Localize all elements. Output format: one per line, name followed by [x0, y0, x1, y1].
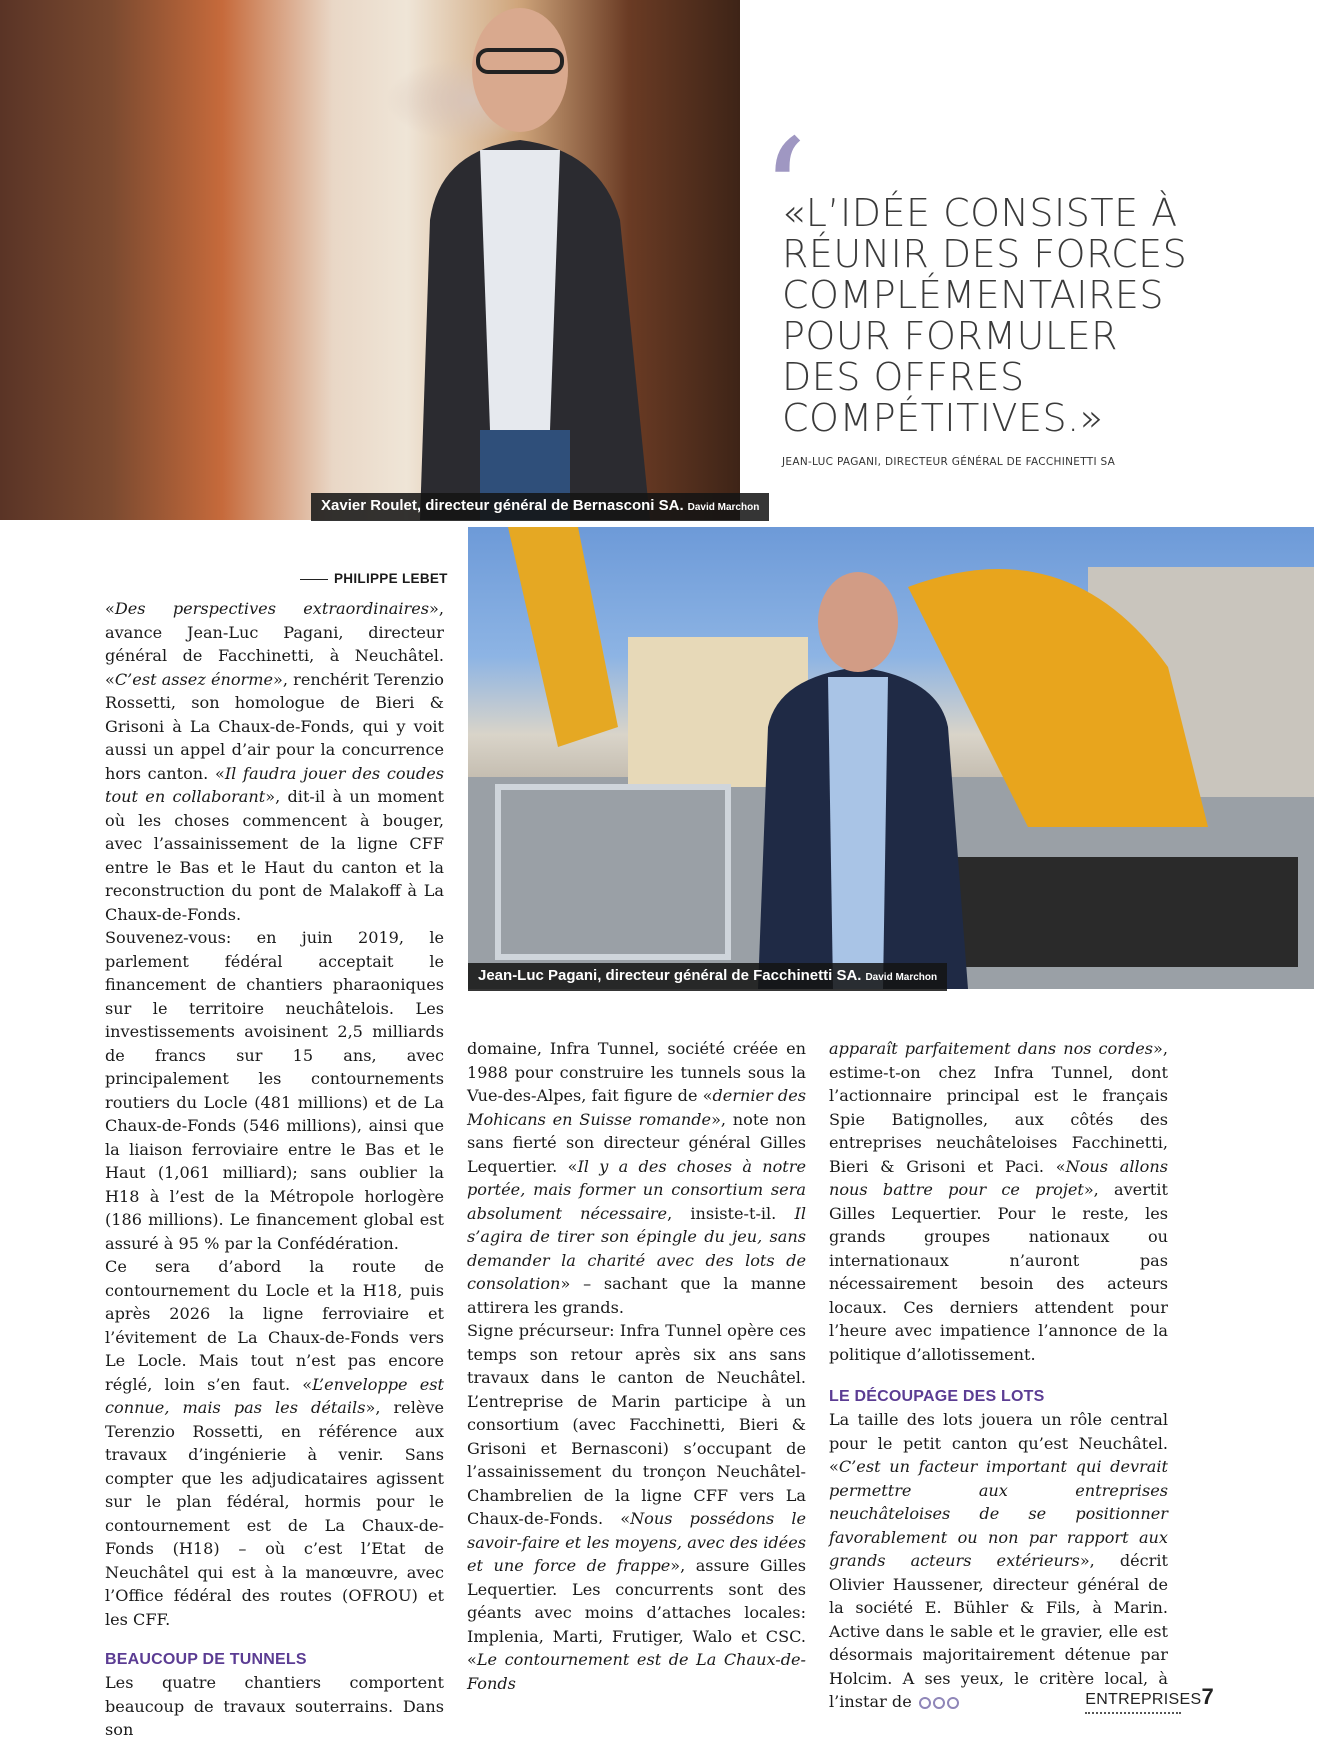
- subhead-lots: LE DÉCOUPAGE DES LOTS: [829, 1388, 1045, 1405]
- paragraph: Souvenez-vous: en juin 2019, le parlement fédéral acceptait le financement de chantiers pharaoniques sur le territoire neuchâtelois. Les investissements avoisinent 2,5 milliards de francs sur 15 ans, avec principalement les contournements routiers du Locle (481 millions) et de La Chaux-de-Fonds (546 millions), ainsi que la liaison ferroviaire entre le Bas et le Haut (1,061 milliard); sans oublier la H18 à l’est de la Métropole horlogère (186 millions). Le financement global est assuré à 95 % par la Confédération.: [105, 928, 444, 1253]
- pull-quote-line: COMPÉTITIVES.»: [782, 396, 1104, 440]
- photo2-caption: [468, 963, 947, 991]
- byline: [300, 571, 448, 586]
- photo-jean-luc-pagani: [468, 527, 1314, 989]
- paragraph: La taille des lots jouera un rôle central pour le petit canton qu’est Neuchâtel. «C’est un facteur important qui devrait permettre aux entreprises neuchâteloises de se positionner favorablement ou non par rapport aux grands acteurs extérieurs», décrit Olivier Haussener, directeur général de la société E. Bühler & Fils, à Marin. Active dans le sable et le gravier, elle est désormais majoritairement détenue par Holcim. A ses yeux, le critère local, à l’instar de: [829, 1410, 1168, 1711]
- page-number: 7: [1201, 1684, 1214, 1709]
- continue-icon: [919, 1697, 931, 1709]
- photo2-caption-text: Jean-Luc Pagani, directeur général de Facchinetti SA.: [478, 967, 862, 984]
- page-footer: [1085, 1684, 1214, 1714]
- person-figure: [360, 0, 690, 520]
- article-column-2: [467, 1037, 806, 1695]
- pull-quote-source: JEAN-LUC PAGANI, DIRECTEUR GÉNÉRAL DE FACCHINETTI SA: [782, 456, 1116, 468]
- photo1-caption-text: Xavier Roulet, directeur général de Bernasconi SA.: [321, 497, 684, 514]
- pull-quote-line: RÉUNIR DES FORCES: [782, 232, 1188, 276]
- paragraph: Les quatre chantiers comportent beaucoup de travaux souterrains. Dans son: [105, 1673, 444, 1739]
- footer-rule: [1085, 1708, 1181, 1714]
- continue-icon: [933, 1697, 945, 1709]
- author-name: PHILIPPE LEBET: [334, 571, 448, 586]
- article-column-3: [829, 1037, 1168, 1714]
- pull-quote-line: POUR FORMULER: [782, 314, 1118, 358]
- paragraph: Ce sera d’abord la route de contournement du Locle et la H18, puis après 2026 la ligne ferroviaire et l’évitement de La Chaux-de-Fonds vers Le Locle. Mais tout n’est pas encore réglé, loin s’en faut. «L’enveloppe est connue, mais pas les détails», relève Terenzio Rossetti, en référence aux travaux d’ingénierie à venir. Sans compter que les adjudicataires agissent sur le plan fédéral, hormis pour le contournement est de La Chaux-de-Fonds (H18) – où c’est l’Etat de Neuchâtel qui est à la manœuvre, avec l’Office fédéral des routes (OFROU) et les CFF.: [105, 1257, 445, 1629]
- subhead-tunnels: BEAUCOUP DE TUNNELS: [105, 1651, 307, 1668]
- photo1-credit: David Marchon: [687, 502, 760, 513]
- paragraph: Signe précurseur: Infra Tunnel opère ces temps son retour après six ans sans travaux dans le canton de Neuchâtel. L’entreprise de Marin participe à un consortium (avec Facchinetti, Bieri & Grisoni et Bernasconi) s’occupant de l’assainissement du tronçon Neuchâtel-Chambrelien de la ligne CFF vers La Chaux-de-Fonds. «Nous possédons le savoir-faire et les moyens, avec des idées et une force de frappe», assure Gilles Lequertier. Les concurrents sont des géants avec moins d’attaches locales: Implenia, Marti, Frutiger, Walo et CSC. «Le contournement est de La Chaux-de-Fonds: [467, 1321, 806, 1693]
- continue-icon: [947, 1697, 959, 1709]
- pull-quote-line: «L’IDÉE CONSISTE À: [782, 191, 1178, 235]
- photo2-credit: David Marchon: [865, 972, 938, 983]
- pull-quote: [782, 193, 1302, 439]
- article-column-1: [105, 597, 444, 1742]
- excavator-scene: [468, 527, 1314, 989]
- quote-mark-icon: ‘: [760, 108, 808, 282]
- paragraph: «Des perspectives extraordinaires», avance Jean-Luc Pagani, directeur général de Facchinetti, à Neuchâtel. «C’est assez énorme», renchérit Terenzio Rossetti, son homologue de Bieri & Grisoni à La Chaux-de-Fonds, qui y voit aussi un appel d’air pour la concurrence hors canton. «Il faudra jouer des coudes tout en collaborant», dit-il à un moment où les choses commencent à bouger, avec l’assainissement de la ligne CFF entre le Bas et le Haut du canton et la reconstruction du pont de Malakoff à La Chaux-de-Fonds.: [105, 599, 444, 924]
- byline-dash: [300, 579, 328, 580]
- pull-quote-line: DES OFFRES: [782, 355, 1025, 399]
- pull-quote-line: COMPLÉMENTAIRES: [782, 273, 1165, 317]
- section-name: ENTREPRISES: [1085, 1691, 1202, 1708]
- photo-xavier-roulet: [0, 0, 760, 520]
- photo1-caption: [311, 493, 769, 521]
- paragraph: domaine, Infra Tunnel, société créée en 1988 pour construire les tunnels sous la Vue-des-Alpes, fait figure de «dernier des Mohicans en Suisse romande», note non sans fierté son directeur général Gilles Lequertier. «Il y a des choses à notre portée, mais former un consortium sera absolument nécessaire, insiste-t-il. Il s’agira de tirer son épingle du jeu, sans demander la charité avec des lots de consolation» – sachant que la manne attirera les grands.: [467, 1039, 806, 1317]
- paragraph: apparaît parfaitement dans nos cordes», estime-t-on chez Infra Tunnel, dont l’actionnaire principal est le français Spie Batignolles, aux côtés des entreprises neuchâteloises Facchinetti, Bieri & Grisoni et Paci. «Nous allons nous battre pour ce projet», avertit Gilles Lequertier. Pour le reste, les grands groupes nationaux ou internationaux n’auront pas nécessairement besoin des acteurs locaux. Ces derniers attendent pour l’heure avec impatience l’annonce de la politique d’allotissement.: [829, 1039, 1169, 1364]
